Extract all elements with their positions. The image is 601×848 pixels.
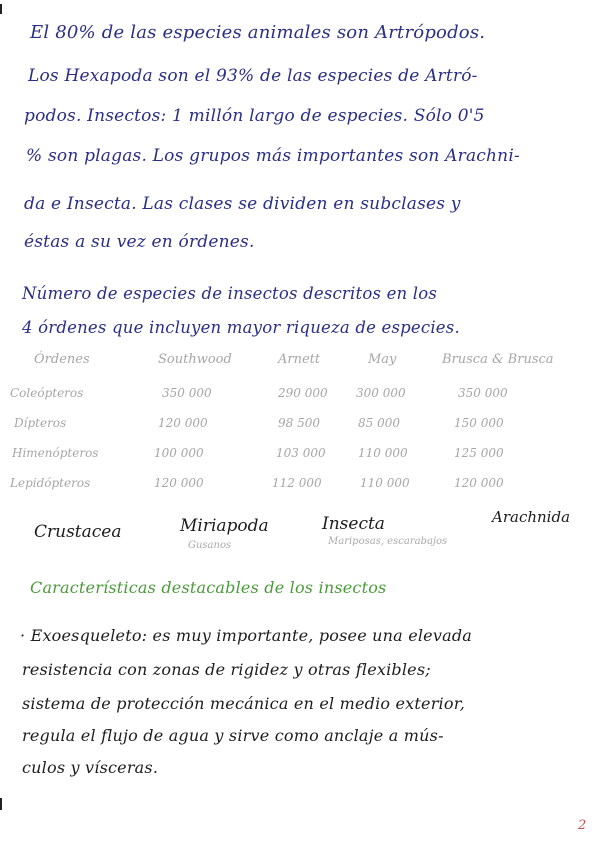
table-row bbox=[10, 476, 582, 500]
table-cell: 120 000 bbox=[454, 476, 504, 490]
table-cell: 150 000 bbox=[454, 416, 504, 430]
body-line: resistencia con zonas de rigidez y otras flexibles; bbox=[22, 660, 431, 679]
header-cell: Brusca & Brusca bbox=[442, 352, 554, 367]
body-line: sistema de protección mecánica en el medio exterior, bbox=[22, 694, 466, 713]
table-cell: Coleópteros bbox=[10, 386, 84, 400]
table-row bbox=[12, 446, 582, 470]
body-line: · Exoesqueleto: es muy importante, posee una elevada bbox=[20, 626, 473, 645]
class-sublabel: Gusanos bbox=[188, 540, 232, 551]
body-line: culos y vísceras. bbox=[22, 758, 159, 777]
left-edge-mark bbox=[0, 4, 2, 14]
header-cell: Arnett bbox=[278, 352, 321, 367]
left-edge-mark bbox=[0, 798, 2, 810]
header-cell: May bbox=[368, 352, 397, 367]
table-row bbox=[10, 386, 582, 410]
table-cell: 120 000 bbox=[158, 416, 208, 430]
table-cell: 300 000 bbox=[356, 386, 406, 400]
class-label: Arachnida bbox=[492, 508, 571, 526]
table-cell: 112 000 bbox=[272, 476, 322, 490]
header-cell: Órdenes bbox=[34, 352, 90, 367]
table-row bbox=[14, 416, 582, 440]
page-number: 2 bbox=[578, 818, 587, 833]
table-cell: 290 000 bbox=[278, 386, 328, 400]
table-cell: 350 000 bbox=[458, 386, 508, 400]
table-title-line: 4 órdenes que incluyen mayor riqueza de especies. bbox=[22, 318, 460, 337]
table-cell: 85 000 bbox=[358, 416, 400, 430]
body-line: regula el flujo de agua y sirve como anclaje a mús- bbox=[22, 726, 444, 745]
table-cell: 100 000 bbox=[154, 446, 204, 460]
table-title-line: Número de especies de insectos descritos en los bbox=[22, 284, 438, 303]
intro-line: El 80% de las especies animales son Artrópodos. bbox=[30, 22, 486, 43]
table-cell: 120 000 bbox=[154, 476, 204, 490]
table-cell: 125 000 bbox=[454, 446, 504, 460]
table-cell: Himenópteros bbox=[12, 446, 99, 460]
table-cell: 110 000 bbox=[360, 476, 410, 490]
table-cell: 98 500 bbox=[278, 416, 320, 430]
header-cell: Southwood bbox=[158, 352, 232, 367]
table-header-row bbox=[22, 352, 582, 376]
intro-line: % son plagas. Los grupos más importantes son Arachni- bbox=[26, 146, 520, 166]
class-sublabel: Mariposas, escarabajos bbox=[328, 536, 448, 547]
intro-line: podos. Insectos: 1 millón largo de especies. Sólo 0'5 bbox=[24, 106, 485, 126]
intro-line: Los Hexapoda son el 93% de las especies de Artró- bbox=[28, 66, 478, 86]
intro-line: da e Insecta. Las clases se dividen en subclases y bbox=[24, 194, 461, 214]
table-cell: 350 000 bbox=[162, 386, 212, 400]
table-cell: 103 000 bbox=[276, 446, 326, 460]
classes-row bbox=[0, 506, 601, 556]
class-label: Insecta bbox=[322, 514, 385, 534]
class-label: Miriapoda bbox=[180, 516, 269, 536]
intro-line: éstas a su vez en órdenes. bbox=[24, 232, 255, 252]
table-cell: 110 000 bbox=[358, 446, 408, 460]
table-cell: Lepidópteros bbox=[10, 476, 91, 490]
class-label: Crustacea bbox=[34, 522, 122, 542]
section-heading: Características destacables de los insectos bbox=[30, 578, 387, 597]
table-cell: Dípteros bbox=[14, 416, 67, 430]
